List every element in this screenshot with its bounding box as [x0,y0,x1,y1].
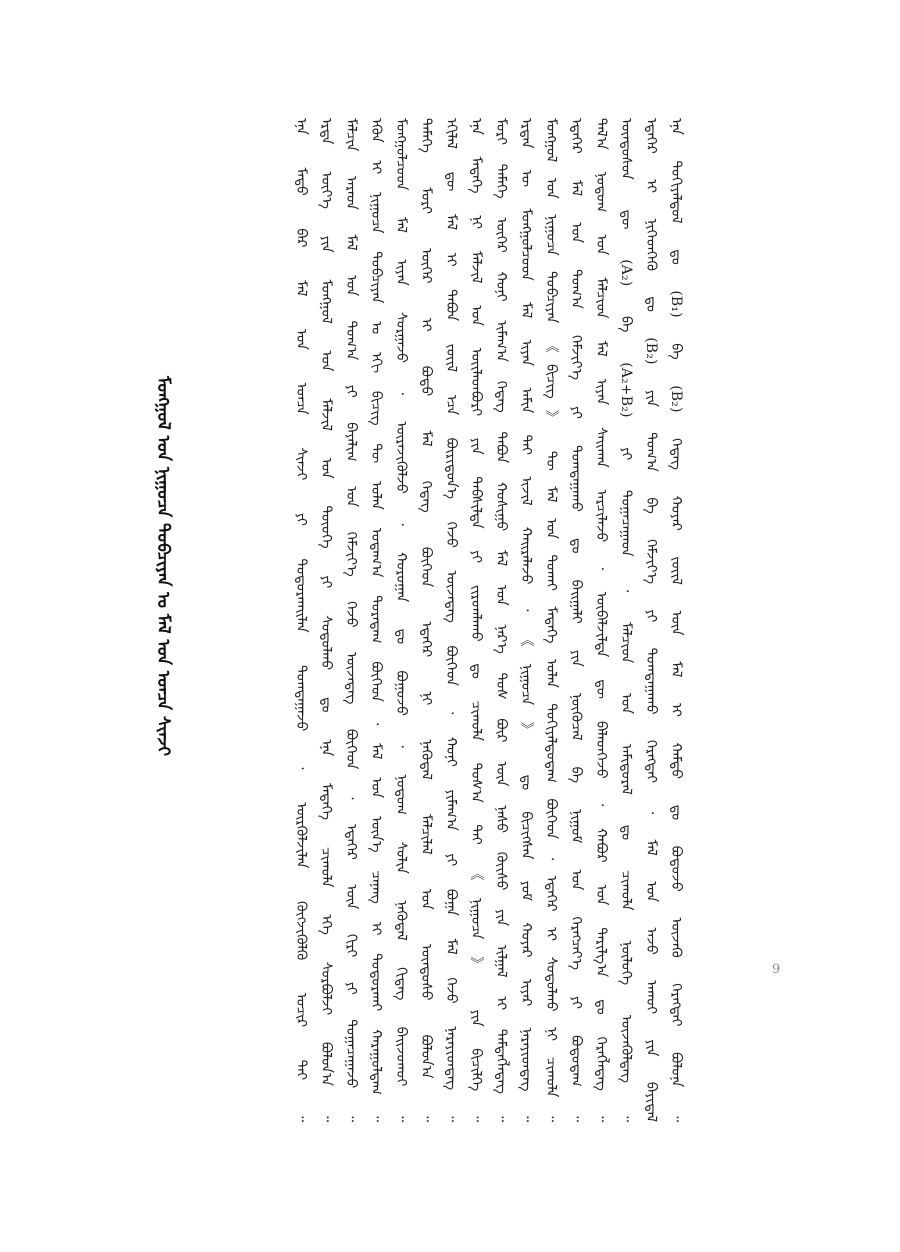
text-line: ᠡᠨᠡ ᠮᠡᠳᠡᠭᠡ ᠨᠢ ᠮᠠᠯᠵᠢᠯ ᠤᠨ ᠦᠢᠯᠡᠳᠪᠦᠷᠢ ᠶᠢᠨ ᠳᠡᠪᠰᠢᠯᠲᠡ ᠶᠢ ᠵᠢᠷᠤᠭᠯᠠᠬᠤ ᠳᠤ ᠴᠢᠬᠤᠯᠠ ᠲᠤᠰ᠎ᠠ ᠲᠠᠢ 《ᠨᠢᠭᠤᠴᠠ》 ᠶᠢᠨ ᠪᠢᠴᠢᠯᠭᠡ ᠃ [468,118,484,1122]
text-line: ᠡᠭᠦᠨ ᠢ ᠨᠢᠭᠤᠴᠠ ᠲᠣᠪᠴᠢᠶᠠᠨ ᠤ ᠡᠬᠢ ᠪᠢᠴᠢᠭ ᠲᠦ ᠣᠯᠠᠨ ᠤᠳᠠᠭ᠎ᠠ ᠳᠤᠷᠠᠳᠠᠭ ᠪᠥᠭᠡᠳ ᠂ ᠮᠠᠯ ᠤᠨ ᠦᠨ᠎ᠡ ᠴᠡᠨᠡᠩ ᠢ ᠲᠣᠳᠣᠷᠬᠠᠢ ᠬᠠᠷᠠᠭᠤᠯᠳᠠᠭ ᠃ [368,118,384,1122]
text-line: ᠡᠷᠲᠡ ᠦᠶ᠎ᠡ ᠶᠢᠨ ᠮᠣᠩᠭᠣᠯ ᠤᠨ ᠮᠠᠯᠵᠢᠯ ᠤᠨ ᠲᠦᠦᠬᠡ ᠶᠢ ᠰᠤᠳᠤᠯᠬᠤ ᠳᠤ ᠡᠨᠡ ᠮᠡᠳᠡᠭᠡ ᠴᠢᠬᠤᠯᠠ ᠡᠬᠡ ᠰᠤᠷᠪᠤᠯᠵᠢ ᠪᠣᠯᠤᠨ᠎ᠠ ᠃ [318,118,334,1122]
text-line: ᠮᠣᠩᠭᠣᠯ ᠤᠨ ᠨᠢᠭᠤᠴᠠ ᠲᠣᠪᠴᠢᠶᠠᠨ 《ᠪᠢᠴᠢᠭ》 ᠲᠦ ᠮᠠᠯ ᠤᠨ ᠲᠤᠬᠠᠢ ᠮᠡᠳᠡᠭᠡ ᠣᠯᠠᠨ ᠲᠣᠬᠢᠶᠠᠯᠳᠤᠳᠠᠭ ᠪᠥᠭᠡᠳ ᠂ ᠡᠳᠡᠭᠡᠷ ᠢ ᠰᠤᠳᠤᠯᠬᠤ ᠨᠢ ᠴᠢᠬᠤᠯᠠ ᠃ [543,118,559,1122]
text-line: ᠡᠷᠲᠡᠨ ᠦ ᠮᠣᠩᠭᠣᠯᠴᠤᠳ ᠮᠠᠯ ᠢᠶᠠᠨ ᠠᠮᠢᠨ ᠲᠡᠢ ᠢᠵᠢᠯ ᠬᠠᠢᠷᠠᠯᠠᠵᠤ ᠂ 《ᠨᠢᠭᠤᠴᠠ》 ᠳᠤ ᠪᠢᠴᠢᠭᠰᠡᠨ ᠶᠤᠮ ᠬᠣᠶᠠᠷ ᠢᠶᠠᠷ ᠨᠡᠷᠡᠶᠢᠳᠳᠡᠭ ᠃ [518,118,534,1122]
text-line: ᠲᠡᠮᠡᠭᠡ ᠮᠣᠷᠢ ᠦᠬᠡᠷ ᠢ ᠪᠣᠳᠤ ᠮᠠᠯ ᠭᠡᠳᠡᠭ ᠪᠥᠭᠡᠳ ᠡᠳᠡᠭᠡᠷ ᠨᠢ ᠨᠡᠭᠦᠳᠡᠯ ᠮᠠᠯᠴᠢᠯᠠᠯ ᠤᠨ ᠦᠨᠳᠦᠰᠦ ᠪᠣᠯᠤᠨ᠎ᠠ ᠃ [418,118,434,1122]
text-line: ᠮᠣᠷᠢ ᠲᠡᠮᠡᠭᠡ ᠦᠬᠡᠷ ᠬᠣᠨᠢ ᠢᠮᠠᠭ᠎ᠠ ᠭᠡᠳᠡᠭ ᠲᠠᠪᠤᠨ ᠬᠣᠰᠢᠭᠤ ᠮᠠᠯ ᠤᠨ ᠨᠡᠷ᠎ᠡ ᠲᠤᠰ ᠪᠦᠷ ᠦᠨ ᠨᠠᠰᠤ ᠬᠦᠢᠰᠦ ᠶᠢᠨ ᠢᠯᠭᠠᠯ ᠢ ᠲᠡᠮᠳᠡᠭᠯᠡᠳᠡᠭ ᠃ [493,118,509,1122]
text-line: ᠲᠠᠯ᠎ᠠ ᠨᠤᠲᠤᠭ ᠤᠨ ᠮᠠᠯᠴᠢᠳ ᠮᠠᠯ ᠢᠶᠠᠨ ᠰᠠᠢᠬᠠᠨ ᠠᠷᠴᠢᠯᠠᠵᠤ ᠂ ᠥᠪᠡᠯᠵᠢᠯᠲᠡ ᠳᠦ ᠪᠡᠯᠡᠳᠬᠡᠵᠦ ᠂ ᠬᠠᠪᠤᠷ ᠤᠨ ᠲᠠᠷᠢᠯᠭ᠎ᠠ ᠳᠤ ᠬᠡᠷᠡᠭᠯᠡᠳᠡᠭ ᠃ [593,118,609,1122]
text-line: ᠡᠳᠡᠭᠡᠷ ᠢ ᠨᠢᠭᠡᠳᠬᠡᠬᠦ ᠳᠤ (B₂) ᠶᠢᠨ ᠲᠣᠭ᠎ᠠ ᠪᠠ ᠬᠡᠮᠵᠢᠶ᠎ᠡ ᠶᠢ ᠲᠣᠭᠲᠠᠭᠠᠬᠤ ᠬᠡᠷᠡᠭᠲᠡᠶ ᠂ ᠮᠠᠯ ᠤᠨ ᠠᠵᠤ ᠠᠬᠤᠢ ᠶᠢᠨ ᠪᠠᠶᠢᠳᠠᠯ [643,118,659,1122]
text-line: ᠮᠣᠩᠭᠣᠯᠴᠤᠳ ᠮᠠᠯ ᠢᠶᠠᠨ ᠰᠤᠷᠭᠠᠵᠤ ᠂ ᠦᠷᠡᠵᠢᠭᠦᠯᠵᠦ ᠂ ᠬᠣᠷᠣᠭᠠᠨ ᠳᠤ ᠪᠣᠭᠤᠵᠤ ᠂ ᠨᠤᠲᠤᠭ ᠰᠣᠯᠢᠨ ᠨᠡᠭᠦᠳᠡᠯ ᠬᠢᠳᠡᠭ ᠪᠠᠢᠵᠤᠬᠤᠢ ᠃ [393,118,409,1122]
text-line: ᠦᠨᠳᠦᠰᠦᠨ ᠳᠦ (A₂) ᠪᠠ (A₂+B₂) ᠶᠢ ᠲᠣᠭᠠᠴᠠᠭᠠᠳ ᠂ ᠮᠠᠯᠴᠢᠳ ᠤᠨ ᠠᠮᠢᠳᠤᠷᠠᠯ ᠳᠤ ᠴᠢᠬᠤᠯᠠ ᠨᠥᠯᠦᠭᠡ ᠦᠵᠡᠭᠦᠯᠳᠡᠭ ᠃ [618,118,634,1122]
page-number: 9 [772,962,781,977]
body-text-block [238,118,688,1122]
text-line: ᠡᠨᠡ ᠮᠡᠲᠦ ᠪᠠᠷ ᠮᠠᠯ ᠤᠨ ᠣᠨᠴᠠ ᠰᠢᠨᠵᠢ ᠶᠢ ᠲᠣᠳᠣᠷᠬᠠᠢᠯᠠᠨ ᠲᠣᠭᠲᠠᠭᠠᠵᠤ ᠂ ᠦᠷᠭᠦᠯᠵᠢᠯᠡᠨ ᠬᠥᠭᠵᠢᠭᠦᠯᠬᠦ ᠤᠴᠢᠷ ᠲᠠᠢ ᠃ [293,118,309,1122]
text-line: ᠡᠬᠢᠯᠡᠯ ᠳᠦ ᠮᠠᠯ ᠢ ᠲᠠᠪᠤᠨ ᠵᠦᠢᠯ ᠡᠴᠡ ᠪᠦᠷᠢᠳᠦᠨ᠎ᠡ ᠭᠡᠵᠦ ᠦᠵᠡᠳᠡᠭ ᠪᠥᠭᠡᠳ ᠂ ᠬᠣᠨᠢ ᠶᠢᠮᠠᠭ᠎ᠠ ᠶᠢ ᠪᠣᠭᠠ ᠮᠠᠯ ᠭᠡᠵᠦ ᠨᠡᠷᠡᠶᠢᠳᠳᠡᠭ ᠃ [443,118,459,1122]
text-line: ᠡᠳᠡᠭᠡᠷ ᠮᠠᠯ ᠤᠨ ᠲᠣᠭ᠎ᠠ ᠬᠡᠮᠵᠢᠶ᠎ᠡ ᠶᠢ ᠲᠣᠭᠲᠠᠭᠠᠬᠤ ᠳᠤ ᠪᠠᠢᠭᠠᠯᠢ ᠶᠢᠨ ᠨᠥᠬᠦᠴᠡᠯ ᠪᠠ ᠨᠢᠭᠤᠮ ᠤᠨ ᠬᠡᠷᠡᠭᠴᠡᠶ᠎ᠡ ᠶᠢ ᠪᠣᠳᠣᠳᠠᠭ ᠃ [568,118,584,1122]
text-line: ᠮᠠᠯᠴᠢᠨ ᠠᠷᠠᠳ ᠮᠠᠯ ᠤᠨ ᠲᠣᠭ᠎ᠠ ᠶᠢ ᠪᠠᠶᠠᠯᠢᠭ ᠤᠨ ᠬᠡᠮᠵᠢᠶ᠎ᠡ ᠭᠡᠵᠦ ᠦᠵᠡᠳᠡᠭ ᠪᠥᠭᠡᠳ ᠂ ᠡᠳᠡᠭᠡᠷ ᠦᠨ ᠬᠢᠷᠢ ᠶᠢ ᠲᠣᠭᠠᠴᠠᠭᠠᠵᠤ ᠃ [343,118,359,1122]
running-title: ᠮᠣᠩᠭᠣᠯ ᠤᠨ ᠨᠢᠭᠤᠴᠠ ᠲᠣᠪᠴᠢᠶᠠᠨ ᠤ ᠮᠠᠯ ᠤᠨ ᠣᠨᠴᠠ ᠰᠢᠨᠵᠢ [153,375,173,757]
text-line: ᠡᠨᠡ ᠲᠣᠬᠢᠶᠠᠯᠳᠤᠯ ᠳᠤ (B₁) ᠪᠠ (B₂) ᠭᠡᠳᠡᠭ ᠬᠣᠶᠠᠷ ᠵᠦᠢᠯ ᠦᠨ ᠮᠠᠯ ᠢ ᠬᠠᠮᠲᠤ ᠳᠤ ᠪᠣᠳᠣᠵᠤ ᠦᠵᠡᠬᠦ ᠬᠡᠷᠡᠭᠲᠡᠶ ᠪᠣᠯᠤᠨᠠ ᠃ [668,118,684,1122]
